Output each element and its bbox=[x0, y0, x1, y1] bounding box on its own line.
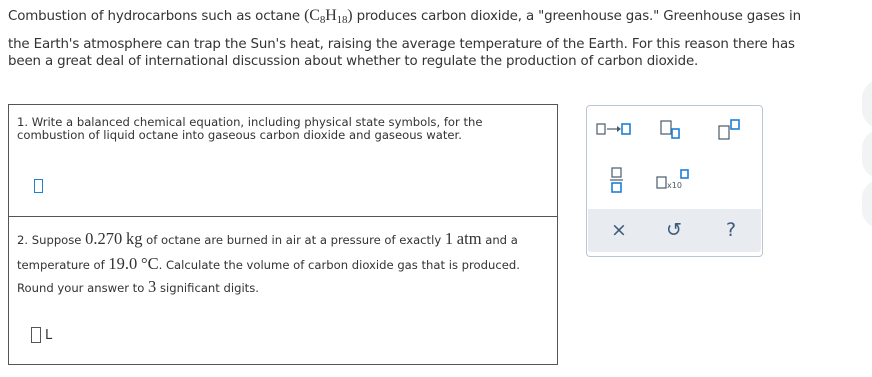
intro-line-2: the Earth's atmosphere can trap the Sun's heat, raising the average temperature of the Earth. For this reason there has bbox=[8, 37, 795, 52]
scientific-notation-button[interactable] bbox=[655, 168, 693, 192]
answer-unit-label: L bbox=[45, 328, 53, 343]
subscript-icon bbox=[657, 118, 683, 140]
intro-text: Combustion of hydrocarbons such as octane bbox=[8, 9, 305, 24]
volume-answer-input[interactable] bbox=[31, 327, 41, 343]
scientific-notation-icon bbox=[655, 168, 693, 192]
undo-button[interactable]: ↺ bbox=[666, 219, 682, 241]
intro-text: produces carbon dioxide, a "greenhouse gas." Greenhouse gases in bbox=[352, 9, 801, 24]
mass-value: 0.270 bbox=[85, 229, 123, 248]
question-1-text: 1. Write a balanced chemical equation, including physical state symbols, for the combustion of liquid octane into gaseous carbon dioxide and gaseous water. bbox=[17, 115, 483, 142]
fraction-icon bbox=[607, 166, 627, 194]
question-panel bbox=[8, 104, 558, 365]
sig-digits-value: 3 bbox=[148, 277, 157, 296]
side-tab-2[interactable] bbox=[862, 130, 872, 178]
temperature-value: 19.0 bbox=[108, 254, 138, 273]
help-button[interactable]: ? bbox=[726, 219, 737, 241]
clear-button[interactable]: × bbox=[611, 219, 627, 241]
question-2-line-3: Round your answer to 3 significant digits. bbox=[17, 277, 259, 296]
subscript-template-button[interactable] bbox=[657, 118, 683, 140]
intro-line-3: been a great deal of international discussion about whether to regulate the production of carbon dioxide. bbox=[8, 54, 699, 69]
reaction-arrow-icon bbox=[595, 120, 633, 138]
superscript-template-button[interactable] bbox=[715, 118, 745, 142]
side-tab-3[interactable] bbox=[862, 180, 872, 228]
fraction-template-button[interactable] bbox=[607, 166, 627, 194]
math-palette bbox=[586, 105, 763, 257]
intro-line-1 bbox=[8, 7, 868, 25]
svg-text:x10: x10 bbox=[667, 181, 682, 190]
question-1 bbox=[9, 105, 557, 217]
question-2-line-2: temperature of 19.0 °C. Calculate the volume of carbon dioxide gas that is produced. bbox=[17, 254, 520, 273]
equation-answer-input[interactable] bbox=[34, 179, 43, 193]
reaction-arrow-template-button[interactable] bbox=[595, 120, 633, 138]
octane-formula: $(C_8H_{18})$ bbox=[304, 7, 353, 26]
palette-action-bar bbox=[588, 209, 761, 252]
question-2 bbox=[9, 216, 557, 364]
intro-paragraph bbox=[8, 7, 868, 70]
pressure-value: 1 bbox=[444, 229, 454, 248]
side-tab-1[interactable] bbox=[862, 80, 872, 128]
superscript-icon bbox=[715, 118, 745, 142]
question-2-line-1: 2. Suppose 0.270 kg of octane are burned in air at a pressure of exactly 1 atm and a bbox=[17, 229, 518, 248]
